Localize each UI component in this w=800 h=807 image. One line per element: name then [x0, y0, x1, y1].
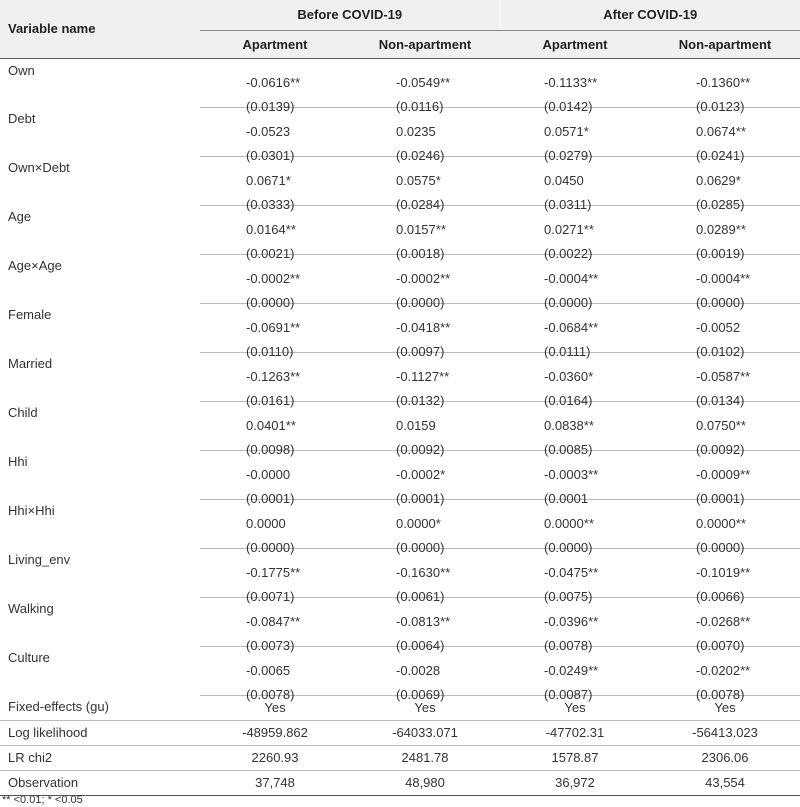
standard-error-cell-text: (0.0070): [696, 637, 745, 653]
coefficient-cell: [350, 107, 500, 139]
standard-error-cell: [500, 279, 650, 310]
coefficient-cell: [650, 352, 800, 384]
standard-error-cell-text: (0.0001: [544, 490, 589, 506]
standard-error-cell: [500, 426, 650, 457]
standard-error-cell-text: (0.0161): [246, 392, 295, 408]
coefficient-cell-text: 0.0401**: [246, 417, 296, 433]
standard-error-cell: [650, 83, 800, 114]
coefficient-row: [0, 548, 800, 573]
coefficient-cell: [500, 597, 650, 629]
coefficient-cell: [350, 254, 500, 286]
standard-error-cell-text: (0.0001): [246, 490, 295, 506]
summary-label: LR chi2: [0, 745, 200, 770]
coefficient-cell: [500, 401, 650, 433]
coefficient-cell-text: -0.0009**: [696, 466, 751, 482]
summary-value: Yes: [200, 695, 350, 720]
coefficient-cell-text: 0.0671*: [246, 172, 291, 188]
variable-name: Hhi×Hhi: [8, 503, 55, 518]
standard-error-cell: [200, 328, 350, 359]
coefficient-cell: [650, 499, 800, 531]
standard-error-cell: [650, 132, 800, 163]
coefficient-cell-text: 0.0674**: [696, 123, 746, 139]
coefficient-cell: [500, 205, 650, 237]
coefficient-cell-text: 0.0450: [544, 172, 584, 188]
coefficient-cell: [350, 597, 500, 629]
standard-error-cell: [200, 132, 350, 163]
coefficient-cell: [650, 303, 800, 335]
standard-error-cell-text: (0.0001): [696, 490, 745, 506]
coefficient-cell-text: 0.0571*: [544, 123, 589, 139]
standard-error-cell-text: (0.0073): [246, 637, 295, 653]
standard-error-cell-text: (0.0078): [696, 686, 745, 702]
standard-error-cell-text: (0.0111): [544, 343, 591, 359]
standard-error-cell-text: (0.0085): [544, 441, 593, 457]
after-covid-header: After COVID-19: [500, 0, 800, 30]
footnote: ** <0.01; * <0.05: [2, 794, 83, 806]
coefficient-cell-text: -0.0004**: [696, 270, 751, 286]
standard-error-cell-text: (0.0022): [544, 245, 593, 261]
coefficient-cell-text: -0.0002**: [396, 270, 451, 286]
summary-value: Yes: [650, 695, 800, 720]
variable-name: Own: [8, 62, 35, 78]
summary-value: Yes: [350, 695, 500, 720]
coefficient-row: [0, 597, 800, 622]
coefficient-cell-text: -0.0052: [696, 319, 741, 335]
standard-error-cell: [350, 573, 500, 604]
coefficient-cell: [650, 107, 800, 139]
summary-value: -48959.862: [200, 720, 350, 745]
summary-value: 1578.87: [500, 745, 650, 770]
coefficient-cell: [200, 352, 350, 384]
standard-error-cell-text: (0.0097): [396, 343, 445, 359]
standard-error-cell-text: (0.0078): [544, 637, 593, 653]
coefficient-cell-text: -0.1775**: [246, 564, 301, 580]
variable-name: Walking: [8, 601, 54, 616]
variable-name: Female: [8, 307, 52, 322]
coefficient-row: [0, 58, 800, 83]
standard-error-cell: [200, 377, 350, 408]
summary-row: [0, 745, 800, 770]
coefficient-cell: [500, 58, 650, 90]
coefficient-cell: [350, 401, 500, 433]
coefficient-cell: [350, 156, 500, 188]
standard-error-cell-text: (0.0279): [544, 147, 593, 163]
standard-error-cell: [350, 83, 500, 114]
standard-error-cell-text: (0.0071): [246, 588, 295, 604]
standard-error-cell-text: (0.0132): [396, 392, 445, 408]
coefficient-cell-text: -0.1133**: [544, 74, 598, 90]
coefficient-cell-text: -0.0684**: [544, 319, 599, 335]
standard-error-cell-text: (0.0069): [396, 686, 445, 702]
coefficient-row: [0, 352, 800, 377]
standard-error-cell: [650, 279, 800, 310]
coefficient-cell: [500, 646, 650, 678]
standard-error-cell-text: (0.0301): [246, 147, 295, 163]
coefficient-cell-text: 0.0235: [396, 123, 436, 139]
coefficient-cell-text: -0.0065: [246, 662, 291, 678]
coefficient-cell: [350, 646, 500, 678]
coefficient-cell: [650, 401, 800, 433]
coefficient-cell: [200, 58, 350, 90]
standard-error-cell: [650, 181, 800, 212]
coefficient-row: [0, 107, 800, 132]
coefficient-cell-text: -0.0616**: [246, 74, 301, 90]
coefficient-cell: [650, 156, 800, 188]
standard-error-cell: [350, 426, 500, 457]
coefficient-cell-text: -0.0000: [246, 466, 291, 482]
standard-error-cell: [500, 181, 650, 212]
standard-error-cell: [650, 377, 800, 408]
coefficient-cell: [200, 254, 350, 286]
coefficient-cell-text: -0.0475**: [544, 564, 599, 580]
coefficient-row: [0, 401, 800, 426]
coefficient-cell-text: -0.1630**: [396, 564, 451, 580]
coefficient-row: [0, 205, 800, 230]
coefficient-row: [0, 450, 800, 475]
standard-error-cell: [350, 671, 500, 702]
standard-error-cell: [500, 524, 650, 555]
standard-error-cell-text: (0.0087): [544, 686, 593, 702]
standard-error-cell-text: (0.0142): [544, 98, 593, 114]
coefficient-cell: [500, 548, 650, 580]
variable-name: Married: [8, 356, 53, 371]
standard-error-cell: [650, 671, 800, 702]
coefficient-cell: [500, 450, 650, 482]
standard-error-cell-text: (0.0092): [396, 441, 445, 457]
standard-error-cell: [500, 132, 650, 163]
coefficient-cell-text: -0.0587**: [696, 368, 751, 384]
coefficient-cell-text: -0.0396**: [544, 613, 599, 629]
coefficient-cell-text: 0.0000**: [544, 515, 594, 531]
coefficient-cell-text: 0.0159: [396, 417, 436, 433]
standard-error-cell: [500, 671, 650, 702]
coefficient-cell-text: -0.0549**: [396, 74, 451, 90]
coefficient-cell: [200, 156, 350, 188]
standard-error-cell-text: (0.0311): [544, 196, 592, 212]
summary-label: Observation: [0, 770, 200, 795]
standard-error-cell: [500, 475, 650, 506]
standard-error-cell-text: (0.0000): [696, 539, 745, 555]
standard-error-cell-text: (0.0285): [696, 196, 745, 212]
summary-label: Fixed-effects (gu): [0, 695, 200, 720]
standard-error-cell: [350, 132, 500, 163]
standard-error-cell: [650, 328, 800, 359]
coefficient-cell-text: -0.0249**: [544, 662, 599, 678]
coefficient-cell-text: 0.0575*: [396, 172, 441, 188]
coefficient-cell-text: 0.0271**: [544, 221, 594, 237]
coefficient-cell-text: 0.0000*: [396, 515, 441, 531]
standard-error-cell-text: (0.0000): [544, 539, 593, 555]
standard-error-cell-text: (0.0075): [544, 588, 593, 604]
standard-error-cell: [200, 671, 350, 702]
standard-error-cell-text: (0.0110): [246, 343, 294, 359]
standard-error-cell: [200, 475, 350, 506]
summary-value: -56413.023: [650, 720, 800, 745]
coefficient-cell: [200, 303, 350, 335]
standard-error-cell-text: (0.0000): [246, 539, 295, 555]
standard-error-cell: [500, 377, 650, 408]
coefficient-cell: [650, 548, 800, 580]
coefficient-cell-text: -0.0004**: [544, 270, 599, 286]
coefficient-cell: [350, 205, 500, 237]
after-non-apartment-header: Non-apartment: [650, 30, 800, 58]
summary-value: 2481.78: [350, 745, 500, 770]
summary-value: 43,554: [650, 770, 800, 795]
standard-error-cell-text: (0.0000): [396, 294, 445, 310]
variable-name-header: Variable name: [0, 0, 200, 58]
variable-name: Child: [8, 405, 38, 420]
coefficient-cell: [350, 450, 500, 482]
standard-error-cell: [500, 573, 650, 604]
coefficient-cell: [650, 254, 800, 286]
standard-error-cell: [200, 83, 350, 114]
coefficient-cell-text: -0.0360*: [544, 368, 594, 384]
coefficient-cell-text: -0.0028: [396, 662, 441, 678]
coefficient-cell-text: -0.0268**: [696, 613, 751, 629]
standard-error-cell-text: (0.0000): [544, 294, 593, 310]
standard-error-cell: [350, 279, 500, 310]
coefficient-cell: [650, 646, 800, 678]
coefficient-cell: [200, 205, 350, 237]
coefficient-cell: [350, 58, 500, 90]
standard-error-cell-text: (0.0018): [396, 245, 445, 261]
standard-error-cell-text: (0.0000): [246, 294, 295, 310]
coefficient-cell: [500, 107, 650, 139]
coefficient-cell-text: -0.0847**: [246, 613, 301, 629]
standard-error-cell: [650, 230, 800, 261]
before-covid-header: Before COVID-19: [200, 0, 500, 30]
table-header: [0, 0, 800, 58]
coefficient-cell-text: -0.0418**: [396, 319, 451, 335]
summary-value: 2260.93: [200, 745, 350, 770]
variable-name: Living_env: [8, 552, 71, 567]
standard-error-cell-text: (0.0019): [696, 245, 745, 261]
variable-name: Own×Debt: [8, 160, 70, 175]
variable-name: Debt: [8, 111, 36, 126]
standard-error-cell-text: (0.0000): [396, 539, 445, 555]
standard-error-cell: [200, 230, 350, 261]
standard-error-cell-text: (0.0164): [544, 392, 593, 408]
standard-error-cell-text: (0.0021): [246, 245, 295, 261]
coefficient-cell: [500, 352, 650, 384]
standard-error-cell: [500, 622, 650, 653]
summary-row: [0, 770, 800, 795]
standard-error-cell: [350, 181, 500, 212]
variable-name: Age: [8, 209, 32, 224]
coefficient-cell: [200, 450, 350, 482]
coefficient-cell: [200, 548, 350, 580]
standard-error-cell: [650, 524, 800, 555]
coefficient-cell: [200, 597, 350, 629]
coefficient-cell-text: 0.0000**: [696, 515, 746, 531]
coefficient-cell: [350, 548, 500, 580]
coefficient-cell: [500, 499, 650, 531]
standard-error-cell: [650, 622, 800, 653]
coefficient-cell: [350, 352, 500, 384]
standard-error-cell-text: (0.0061): [396, 588, 445, 604]
standard-error-cell: [350, 377, 500, 408]
standard-error-cell: [200, 573, 350, 604]
table-body: [0, 58, 800, 795]
before-non-apartment-header: Non-apartment: [350, 30, 500, 58]
coefficient-cell: [200, 401, 350, 433]
coefficient-cell: [500, 156, 650, 188]
standard-error-cell-text: (0.0116): [396, 98, 444, 114]
standard-error-cell: [350, 524, 500, 555]
coefficient-cell-text: -0.0202**: [696, 662, 751, 678]
coefficient-cell: [350, 303, 500, 335]
standard-error-cell: [200, 426, 350, 457]
coefficient-cell: [650, 597, 800, 629]
standard-error-cell-text: (0.0000): [696, 294, 745, 310]
standard-error-cell: [650, 426, 800, 457]
standard-error-cell: [650, 573, 800, 604]
standard-error-cell: [350, 622, 500, 653]
standard-error-cell: [200, 181, 350, 212]
standard-error-cell: [500, 230, 650, 261]
summary-value: 2306.06: [650, 745, 800, 770]
coefficient-cell-text: 0.0629*: [696, 172, 741, 188]
standard-error-cell: [200, 524, 350, 555]
coefficient-cell: [200, 107, 350, 139]
standard-error-cell-text: (0.0241): [696, 147, 745, 163]
coefficient-row: [0, 646, 800, 671]
coefficient-cell: [500, 254, 650, 286]
standard-error-cell-text: (0.0064): [396, 637, 445, 653]
coefficient-cell-text: -0.1263**: [246, 368, 301, 384]
standard-error-cell: [350, 230, 500, 261]
after-apartment-header: Apartment: [500, 30, 650, 58]
standard-error-cell-text: (0.0246): [396, 147, 445, 163]
variable-name: Culture: [8, 650, 50, 665]
coefficient-cell-text: -0.0691**: [246, 319, 301, 335]
coefficient-cell-text: -0.1360**: [696, 74, 751, 90]
coefficient-cell-text: 0.0164**: [246, 221, 296, 237]
standard-error-cell: [650, 475, 800, 506]
coefficient-cell: [650, 58, 800, 90]
coefficient-row: [0, 303, 800, 328]
coefficient-cell-text: 0.0157**: [396, 221, 446, 237]
standard-error-cell: [200, 622, 350, 653]
coefficient-cell-text: 0.0000: [246, 515, 286, 531]
coefficient-cell-text: -0.0813**: [396, 613, 451, 629]
standard-error-cell-text: (0.0066): [696, 588, 745, 604]
coefficient-row: [0, 156, 800, 181]
variable-name: Hhi: [8, 454, 28, 469]
coefficient-row: [0, 499, 800, 524]
coefficient-cell: [650, 205, 800, 237]
coefficient-cell-text: -0.0003**: [544, 466, 599, 482]
summary-row: [0, 720, 800, 745]
coefficient-cell: [500, 303, 650, 335]
standard-error-cell-text: (0.0078): [246, 686, 295, 702]
coefficient-cell-text: -0.0002*: [396, 466, 446, 482]
coefficient-cell: [200, 646, 350, 678]
coefficient-row: [0, 254, 800, 279]
standard-error-cell-text: (0.0134): [696, 392, 745, 408]
coefficient-cell-text: -0.1019**: [696, 564, 751, 580]
standard-error-cell: [350, 475, 500, 506]
coefficient-cell-text: 0.0838**: [544, 417, 594, 433]
summary-value: -64033.071: [350, 720, 500, 745]
standard-error-cell-text: (0.0139): [246, 98, 295, 114]
standard-error-cell-text: (0.0001): [396, 490, 445, 506]
summary-value: 36,972: [500, 770, 650, 795]
standard-error-cell: [500, 83, 650, 114]
variable-name: Age×Age: [8, 258, 62, 273]
standard-error-cell-text: (0.0123): [696, 98, 745, 114]
coefficient-cell: [650, 450, 800, 482]
coefficient-cell: [200, 499, 350, 531]
standard-error-cell: [500, 328, 650, 359]
standard-error-cell: [350, 328, 500, 359]
coefficient-cell-text: 0.0289**: [696, 221, 746, 237]
standard-error-cell-text: (0.0333): [246, 196, 295, 212]
summary-value: Yes: [500, 695, 650, 720]
standard-error-cell-text: (0.0102): [696, 343, 745, 359]
standard-error-cell-text: (0.0284): [396, 196, 445, 212]
coefficient-cell: [350, 499, 500, 531]
summary-value: 48,980: [350, 770, 500, 795]
summary-label: Log likelihood: [0, 720, 200, 745]
before-apartment-header: Apartment: [200, 30, 350, 58]
summary-value: -47702.31: [500, 720, 650, 745]
coefficient-cell-text: -0.0002**: [246, 270, 301, 286]
standard-error-cell-text: (0.0092): [696, 441, 745, 457]
coefficient-cell-text: 0.0750**: [696, 417, 746, 433]
coefficient-cell-text: -0.1127**: [396, 368, 450, 384]
standard-error-cell-text: (0.0098): [246, 441, 295, 457]
coefficient-cell-text: -0.0523: [246, 123, 291, 139]
standard-error-cell: [200, 279, 350, 310]
summary-value: 37,748: [200, 770, 350, 795]
